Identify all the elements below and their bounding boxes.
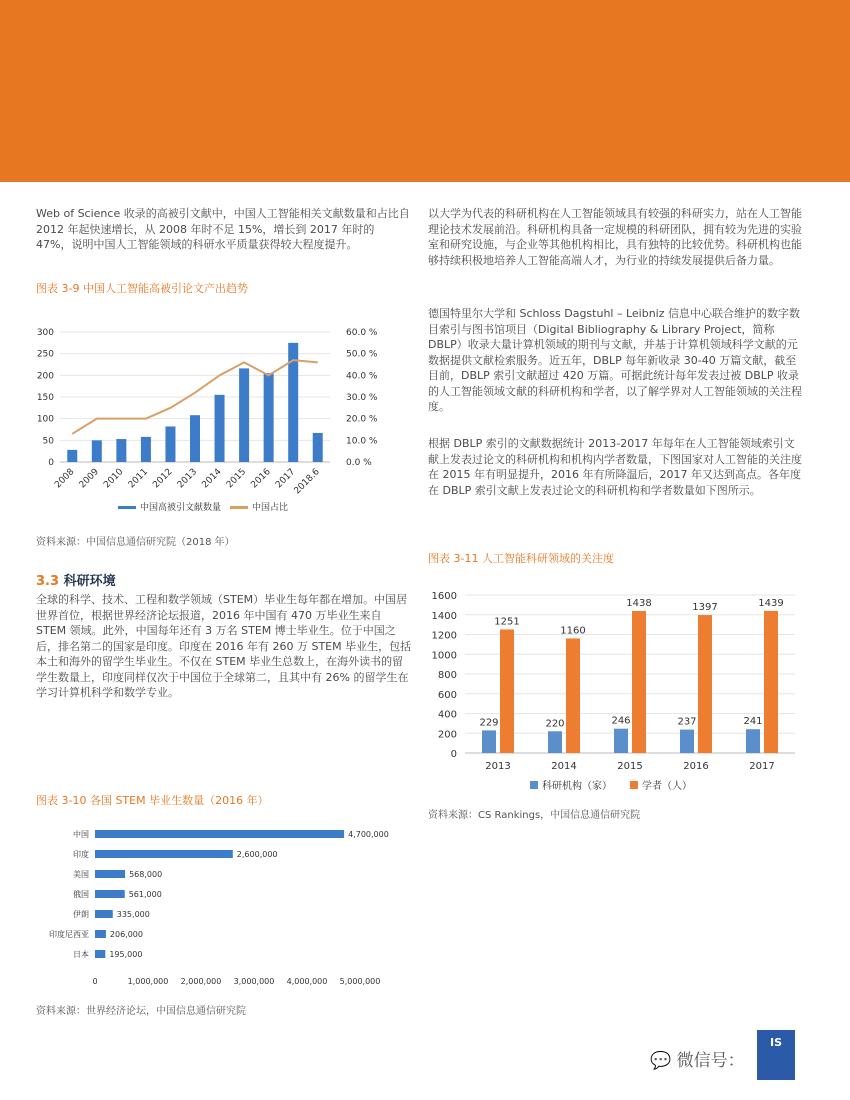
bar [95,930,106,938]
y-tick-label: 1000 [431,650,457,662]
y-tick-label: 0 [48,458,54,468]
bar [95,870,125,878]
section-paragraph: 全球的科学、技术、工程和数学领域（STEM）毕业生每年都在增加。中国居世界首位，根据世界经济论坛报道，2016 年中国有 470 万毕业生来自 STEM 领域。此外，中国每年还有 3 万名 STEM 博士毕业生。位于中国之后，排名第二的国家是印度。印度在 2016 年有 260 万 STEM 毕业生，包括本土和海外的留学生毕业生。不仅在 STEM 毕业生总数上，在海外读书的留学生数量上，印度同样仅次于中国位于全球第二，且其中有 26% 的留学生在学习计算机科学和数学专业。 [36,593,412,699]
data-label: 1160 [560,625,586,637]
bar [698,615,712,753]
bar [215,395,225,462]
legend-label: 科研机构（家） [542,781,612,792]
y2-tick-label: 20.0 % [346,414,378,425]
figure-3-11-chart [425,585,805,800]
y-tick-label: 0 [450,749,457,760]
bar [500,629,514,753]
bar [632,611,646,753]
y-tick-label: 200 [36,371,54,382]
bar [95,910,113,918]
bar [141,437,151,462]
data-label: 241 [743,716,763,728]
y-tick-label: 250 [36,349,54,360]
wechat-label: 微信号： [676,1051,745,1071]
value-label: 4,700,000 [348,830,389,839]
bar [680,730,694,753]
x-tick-label: 0 [92,977,98,985]
y-tick-label: 300 [36,328,54,338]
y-tick-label: 100 [36,414,54,425]
category-label: 中国 [73,830,89,839]
data-label: 237 [677,716,697,728]
y-tick-label: 600 [437,689,457,701]
figure-3-10-title: 图表 3-10 各国 STEM 毕业生数量（2016 年） [36,794,269,807]
data-label: 229 [479,717,499,729]
bar [116,439,126,462]
x-tick-label: 2017 [274,467,298,491]
intro-paragraph: Web of Science 收录的高被引文献中，中国人工智能相关文献数量和占比自 2012 年起快速增长，从 2008 年时不足 15%，增长到 2017 年时的 47%，说明中国人工智能领域的科研水平质量获得较大程度提升。 [36,207,410,251]
y2-tick-label: 40.0 % [346,371,378,382]
x-tick-label: 2009 [77,467,101,491]
y2-tick-label: 30.0 % [346,393,378,403]
data-label: 220 [545,718,565,730]
y2-tick-label: 0.0 % [346,458,372,468]
figure-3-10-chart [30,820,410,985]
y-tick-label: 50 [42,436,54,447]
bar [746,729,760,753]
value-label: 568,000 [129,870,163,879]
bar [482,730,496,753]
y-tick-label: 400 [437,709,457,721]
bar [95,890,125,898]
category-label: 印度 [73,850,89,859]
data-label: 1397 [692,602,718,614]
figure-3-9-title: 图表 3-9 中国人工智能高被引论文产出趋势 [36,282,248,295]
y-tick-label: 200 [437,729,457,741]
x-tick-label: 2008 [53,467,77,491]
x-tick-label: 2016 [683,761,709,772]
value-label: 206,000 [109,930,144,939]
legend-label: 学者（人） [642,781,692,792]
legend-swatch [630,781,638,789]
bar [566,638,580,753]
x-tick-label: 3,000,000 [233,977,275,985]
bar [548,731,562,753]
value-label: 2,600,000 [236,850,278,859]
x-tick-label: 2015 [224,467,249,491]
legend-swatch-line [230,506,248,509]
figure-3-9-source: 资料来源：中国信息通信研究院（2018 年） [36,537,235,548]
value-label: 195,000 [109,950,143,959]
x-tick-label: 2018.6 [292,467,322,497]
bar [190,415,200,462]
x-tick-label: 2010 [102,467,126,491]
y-tick-label: 1200 [431,630,457,642]
x-tick-label: 5,000,000 [339,977,381,985]
y2-tick-label: 60.0 % [346,328,378,338]
right-paragraph-2: 德国特里尔大学和 Schloss Dagstuhl – Leibniz 信息中心联合维护的数字数目索引与图书馆项目（Digital Bibliography & Library Project，简称 DBLP）收录大量计算机领域的期刊与文献，并基于计算机领域科学文献的元数据提供文献检索服务。近五年，DBLP 每年新收录 30-40 万篇文献，截至目前，DBLP 索引文献超过 420 万篇。可据此统计每年发表过被 DBLP 收录的人工智能领域文献的科研机构和学者，以了解学界对人工智能领域的关注程度。 [428,307,802,413]
y-tick-label: 1600 [431,591,457,602]
x-tick-label: 2011 [126,467,151,491]
logo: IS [757,1030,795,1080]
value-label: 335,000 [116,910,150,919]
figure-3-11-title: 图表 3-11 人工智能科研领域的关注度 [428,552,614,565]
bar [614,729,628,753]
bar [95,850,233,858]
value-label: 561,000 [128,890,162,899]
figure-3-11-source: 资料来源：CS Rankings，中国信息通信研究院 [428,810,641,821]
x-tick-label: 2013 [485,761,511,772]
figure-3-10-source: 资料来源：世界经济论坛，中国信息通信研究院 [36,1006,246,1017]
x-tick-label: 2013 [175,467,200,491]
right-paragraph-1: 以大学为代表的科研机构在人工智能领域具有较强的科研实力，站在人工智能理论技术发展前沿。科研机构具备一定规模的科研团队，拥有较为先进的实验室和研究设施，与企业等其他机构相比，具有独特的比较优势。科研机构也能够持续积极地培养人工智能高端人才，为行业的持续发展提供后备力量。 [428,207,802,267]
bar [239,368,249,462]
x-tick-label: 2012 [151,467,175,491]
bar [764,611,778,753]
section-heading [36,570,116,589]
y2-tick-label: 10.0 % [346,436,378,447]
right-paragraph-3: 根据 DBLP 索引的文献数据统计 2013-2017 年每年在人工智能领域索引文献上发表过论文的科研机构和机构内学者数量，下图国家对人工智能的关注度在 2015 年有明显提升，2016 年有所降温后，2017 年又达到高点。各年度在 DBLP 索引文献上发表过论文的科研机构和学者数量如下图所示。 [428,437,802,497]
y-tick-label: 800 [437,670,457,681]
x-tick-label: 2017 [749,761,775,772]
section-title: 科研环境 [63,574,116,589]
legend-label: 中国占比 [252,503,289,513]
x-tick-label: 1,000,000 [127,977,169,985]
legend-label: 中国高被引文献数量 [140,503,222,513]
wechat-watermark [650,1046,745,1071]
bar [313,433,323,462]
y2-tick-label: 50.0 % [346,349,378,360]
x-tick-label: 2,000,000 [180,977,222,985]
bar [264,373,274,462]
y-tick-label: 1400 [431,610,457,622]
bar [165,426,175,462]
data-label: 1438 [626,597,652,609]
data-label: 1251 [494,616,520,628]
category-label: 伊朗 [73,910,89,919]
bar [67,450,77,462]
data-label: 246 [611,715,631,727]
x-tick-label: 2014 [551,761,577,772]
x-tick-label: 4,000,000 [286,977,328,985]
bar [95,950,105,958]
legend-swatch-bar [118,506,136,509]
bar [92,440,102,462]
bar [95,830,344,838]
figure-3-9-chart [30,320,410,520]
category-label: 俄国 [73,890,89,899]
category-label: 日本 [73,950,89,959]
x-tick-label: 2015 [617,761,643,772]
y-tick-label: 150 [36,393,54,403]
category-label: 印度尼西亚 [49,930,89,939]
data-label: 1439 [758,597,784,609]
category-label: 美国 [73,870,89,879]
header-band [0,0,850,182]
x-tick-label: 2016 [249,467,273,491]
legend-swatch [530,781,538,789]
section-number: 3.3 [36,574,60,589]
wechat-icon: 💬 [650,1051,672,1071]
x-tick-label: 2014 [200,467,224,491]
